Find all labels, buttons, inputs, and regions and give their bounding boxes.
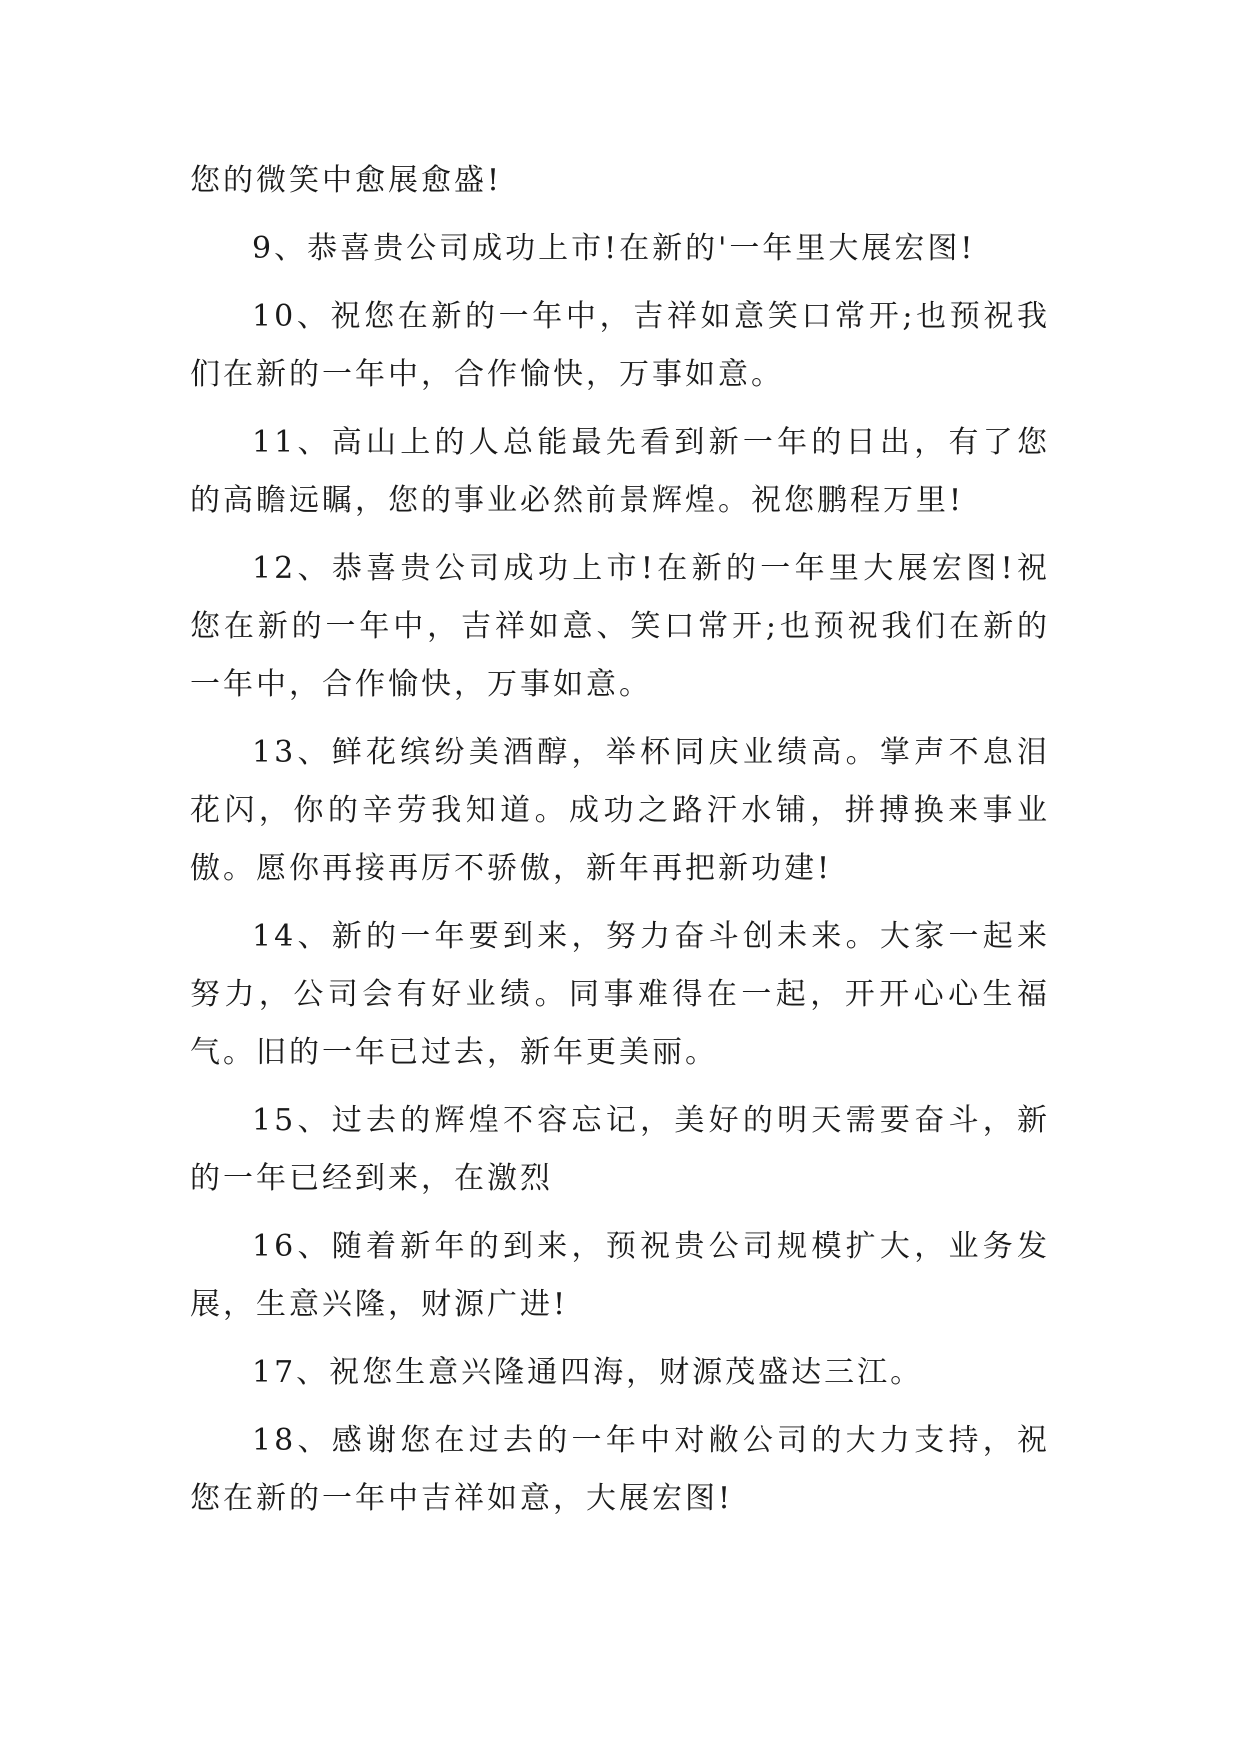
document-body: [190, 152, 1050, 1538]
paragraph-item-11: 11、高山上的人总能最先看到新一年的日出，有了您的高瞻远瞩，您的事业必然前景辉煌。祝您鹏程万里!: [190, 425, 1050, 518]
paragraph-item-12: 12、恭喜贵公司成功上市!在新的一年里大展宏图!祝您在新的一年中，吉祥如意、笑口常开;也预祝我们在新的一年中，合作愉快，万事如意。: [190, 551, 1050, 702]
paragraph-item-14: 14、新的一年要到来，努力奋斗创未来。大家一起来努力，公司会有好业绩。同事难得在一起，开开心心生福气。旧的一年已过去，新年更美丽。: [190, 919, 1050, 1070]
paragraph-item-10: 10、祝您在新的一年中，吉祥如意笑口常开;也预祝我们在新的一年中，合作愉快，万事如意。: [190, 299, 1050, 392]
paragraph-item-15: 15、过去的辉煌不容忘记，美好的明天需要奋斗，新的一年已经到来，在激烈: [190, 1103, 1050, 1196]
paragraph-item-13: 13、鲜花缤纷美酒醇，举杯同庆业绩高。掌声不息泪花闪，你的辛劳我知道。成功之路汗水铺，拼搏换来事业傲。愿你再接再厉不骄傲，新年再把新功建!: [190, 735, 1050, 886]
paragraph-item-18: 18、感谢您在过去的一年中对敝公司的大力支持，祝您在新的一年中吉祥如意，大展宏图!: [190, 1423, 1050, 1516]
paragraph-continuation: 您的微笑中愈展愈盛!: [190, 163, 503, 198]
paragraph-item-16: 16、随着新年的到来，预祝贵公司规模扩大，业务发展，生意兴隆，财源广进!: [190, 1229, 1050, 1322]
paragraph-item-17: 17、祝您生意兴隆通四海，财源茂盛达三江。: [252, 1355, 924, 1390]
paragraph-item-9: 9、恭喜贵公司成功上市!在新的'一年里大展宏图!: [252, 231, 976, 266]
